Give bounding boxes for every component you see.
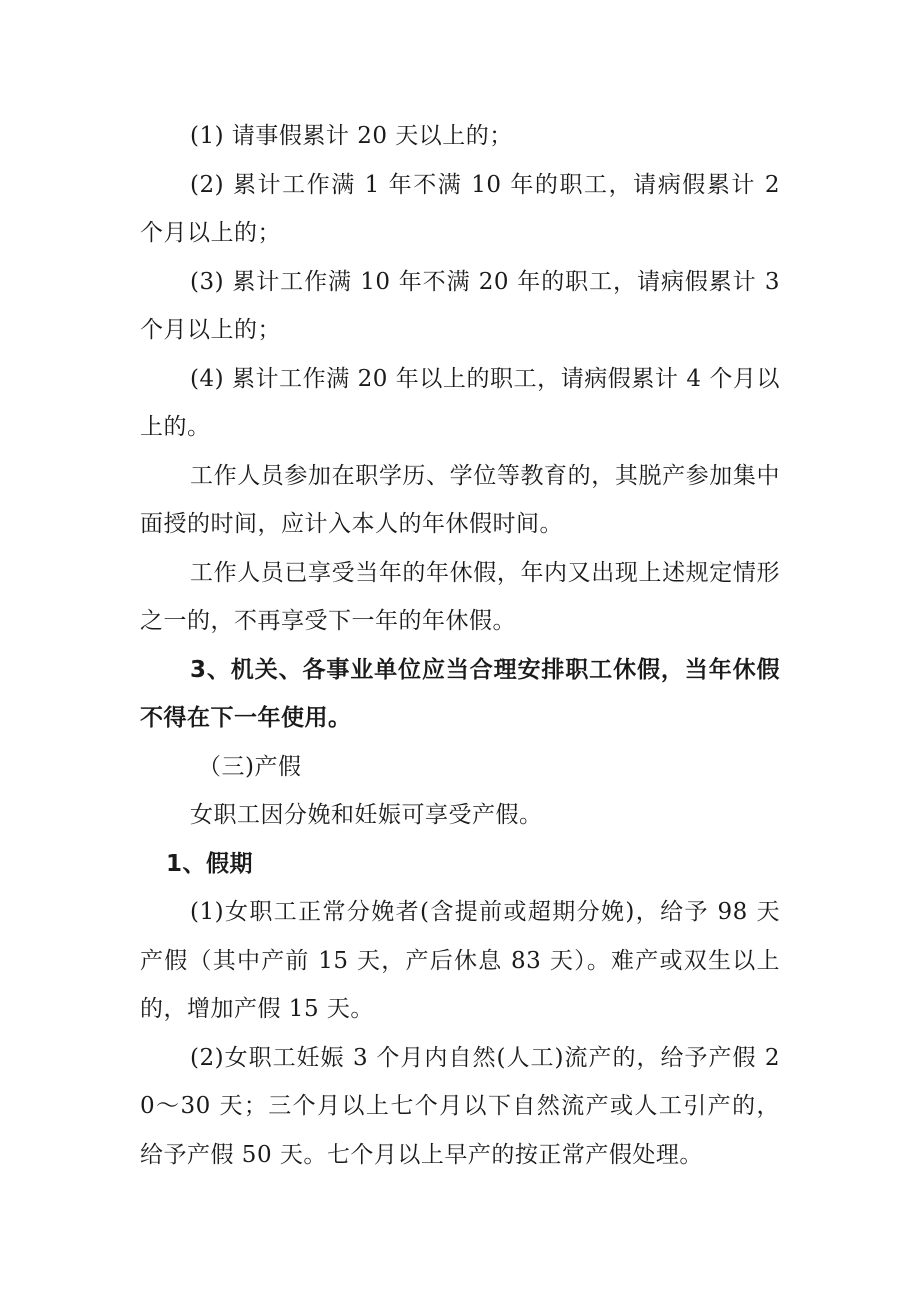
- paragraph-education-leave: 工作人员参加在职学历、学位等教育的，其脱产参加集中面授的时间，应计入本人的年休假时间。: [140, 462, 780, 537]
- paragraph-leave-arrangement: 3、机关、各事业单位应当合理安排职工休假，当年休假不得在下一年使用。: [140, 656, 780, 731]
- subheading-holiday-period: 1、假期: [166, 850, 254, 877]
- paragraph-sick-leave-20-plus: (4) 累计工作满 20 年以上的职工，请病假累计 4 个月以上的。: [140, 365, 780, 440]
- paragraph-personal-leave: (1) 请事假累计 20 天以上的；: [190, 123, 513, 149]
- paragraph-maternity-intro: 女职工因分娩和妊娠可享受产假。: [190, 802, 543, 828]
- paragraph-miscarriage: (2)女职工妊娠 3 个月内自然(人工)流产的，给予产假 20～30 天；三个月以上七个月以下自然流产或人工引产的，给予产假 50 天。七个月以上早产的按正常产假处理。: [140, 1044, 780, 1168]
- section-heading-maternity-leave: （三)产假: [198, 753, 302, 780]
- paragraph-annual-leave-enjoyed: 工作人员已享受当年的年休假，年内又出现上述规定情形之一的，不再享受下一年的年休假。: [140, 559, 780, 634]
- paragraph-normal-delivery: (1)女职工正常分娩者(含提前或超期分娩)，给予 98 天产假（其中产前 15 天，产后休息 83 天）。难产或双生以上的，增加产假 15 天。: [140, 899, 780, 1022]
- document-body: [140, 112, 780, 1179]
- paragraph-sick-leave-10-20: (3) 累计工作满 10 年不满 20 年的职工，请病假累计 3 个月以上的；: [140, 268, 780, 343]
- paragraph-sick-leave-1-10: (2) 累计工作满 1 年不满 10 年的职工，请病假累计 2 个月以上的；: [140, 171, 780, 246]
